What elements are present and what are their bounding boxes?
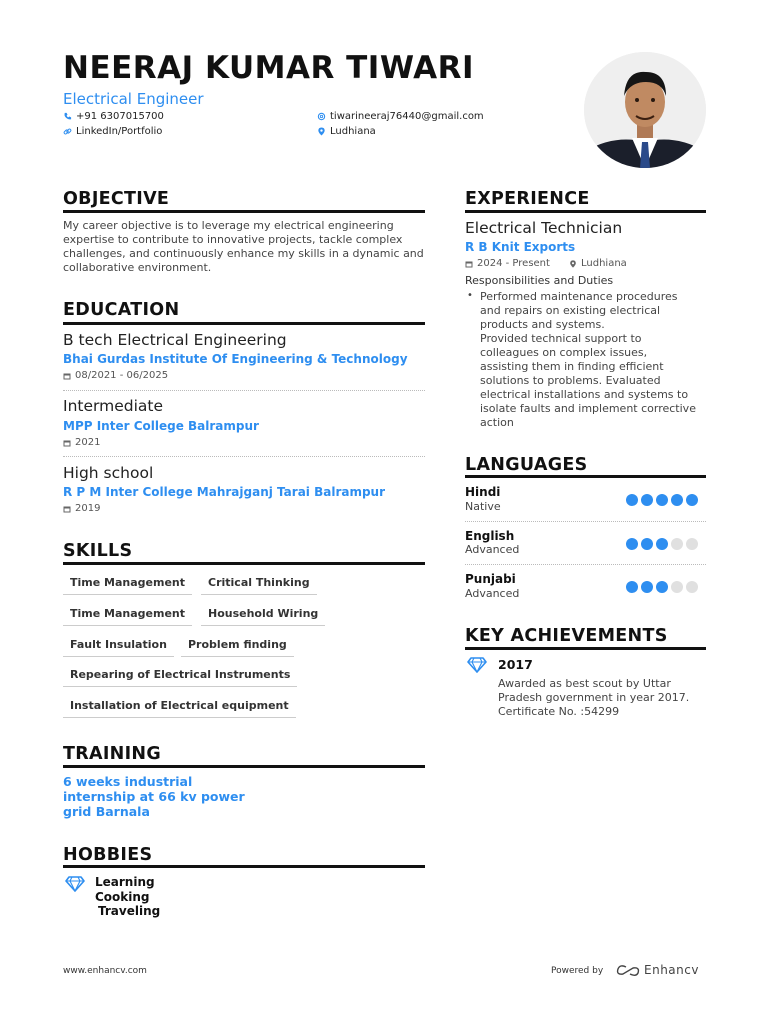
footer-site[interactable]: www.enhancv.com	[63, 966, 147, 976]
rating-dot	[641, 494, 653, 506]
language-rating	[626, 494, 698, 506]
experience-rule	[465, 210, 706, 213]
education-degree: High school	[63, 464, 154, 482]
experience-job-title: Electrical Technician	[465, 219, 623, 237]
diamond-icon	[65, 876, 85, 892]
calendar-icon	[63, 505, 71, 513]
calendar-icon	[63, 439, 71, 447]
education-dates: 2019	[63, 503, 100, 514]
email-text: tiwarineeraj76440@gmail.com	[330, 111, 484, 122]
rating-dot	[656, 581, 668, 593]
divider	[465, 521, 706, 522]
hobbies-list	[95, 875, 160, 919]
rating-dot	[626, 494, 638, 506]
experience-heading: EXPERIENCE	[465, 189, 590, 209]
experience-company: R B Knit Exports	[465, 240, 576, 254]
education-rule	[63, 322, 425, 325]
rating-dot	[641, 538, 653, 550]
divider	[63, 456, 425, 457]
divider	[465, 564, 706, 565]
location-icon	[569, 260, 577, 268]
experience-description: Performed maintenance procedures and repairs on existing electrical products and systems. Provided technical support to colleagues on complex issues, assisting them in finding efficient solutions to problems. Evaluated electrical installations and systems to isolate faults and implement corrective action	[480, 290, 696, 429]
rating-dot	[656, 494, 668, 506]
language-rating	[626, 581, 698, 593]
portfolio-link[interactable]	[63, 126, 162, 137]
rating-dot	[671, 581, 683, 593]
experience-dates: 2024 - Present	[465, 258, 550, 269]
email-contact[interactable]	[317, 111, 484, 122]
education-degree: Intermediate	[63, 397, 164, 415]
calendar-icon	[465, 260, 473, 268]
language-level: Native	[465, 500, 501, 513]
objective-heading: OBJECTIVE	[63, 189, 170, 209]
phone-icon	[63, 112, 72, 121]
skill-tag: Fault Insulation	[63, 638, 174, 657]
rating-dot	[656, 538, 668, 550]
rating-dot	[671, 538, 683, 550]
training-heading: TRAINING	[63, 744, 162, 764]
achievements-heading: KEY ACHIEVEMENTS	[465, 626, 668, 646]
skills-heading: SKILLS	[63, 541, 133, 561]
hobby-item: Traveling	[98, 904, 161, 918]
achievement-description: Awarded as best scout by Uttar Pradesh government in year 2017. Certificate No. :54299	[498, 677, 690, 718]
footer-powered-by: Powered by	[551, 966, 604, 976]
skill-tag: Problem finding	[181, 638, 294, 657]
experience-location: Ludhiana	[569, 258, 627, 269]
skill-tag: Installation of Electrical equipment	[63, 699, 296, 718]
language-name: Punjabi	[465, 572, 516, 586]
education-dates: 08/2021 - 06/2025	[63, 370, 168, 381]
enhancv-logo	[616, 964, 640, 978]
bullet-marker: •	[467, 290, 473, 301]
training-rule	[63, 765, 425, 768]
language-rating	[626, 538, 698, 550]
divider	[63, 390, 425, 391]
skill-tag: Critical Thinking	[201, 576, 317, 595]
rating-dot	[626, 581, 638, 593]
skill-tag: Household Wiring	[201, 607, 325, 626]
rating-dot	[686, 581, 698, 593]
calendar-icon	[63, 372, 71, 380]
achievement-year: 2017	[498, 657, 533, 672]
education-school: MPP Inter College Balrampur	[63, 419, 259, 433]
link-icon	[63, 127, 72, 136]
training-text: 6 weeks industrial internship at 66 kv power grid Barnala	[63, 774, 245, 819]
language-level: Advanced	[465, 587, 520, 600]
skills-rule	[63, 562, 425, 565]
languages-heading: LANGUAGES	[465, 455, 588, 475]
rating-dot	[686, 538, 698, 550]
skill-tag: Time Management	[63, 607, 192, 626]
objective-text: My career objective is to leverage my electrical engineering expertise to contribute to innovative projects, tackle complex challenges, and continuously enhance my skills in a dynamic and collaborative environment.	[63, 219, 424, 274]
link-text: LinkedIn/Portfolio	[76, 126, 163, 137]
email-icon	[317, 112, 326, 121]
language-name: Hindi	[465, 485, 501, 499]
education-school: Bhai Gurdas Institute Of Engineering & Technology	[63, 352, 408, 366]
experience-subheading: Responsibilities and Duties	[465, 274, 614, 287]
education-dates: 2021	[63, 437, 100, 448]
hobby-item: Learning	[95, 875, 155, 889]
location-contact	[317, 126, 376, 137]
footer-brand: Enhancv	[644, 963, 699, 977]
objective-rule	[63, 210, 425, 213]
education-school: R P M Inter College Mahrajganj Tarai Balrampur	[63, 485, 386, 499]
education-heading: EDUCATION	[63, 300, 180, 320]
hobbies-rule	[63, 865, 425, 868]
profile-photo	[584, 52, 706, 168]
location-icon	[317, 127, 326, 136]
education-degree: B tech Electrical Engineering	[63, 331, 287, 349]
skill-tag: Repearing of Electrical Instruments	[63, 668, 297, 687]
rating-dot	[626, 538, 638, 550]
rating-dot	[686, 494, 698, 506]
hobbies-heading: HOBBIES	[63, 845, 153, 865]
phone-contact	[63, 111, 164, 122]
candidate-name: NEERAJ KUMAR TIWARI	[63, 50, 475, 86]
location-text: Ludhiana	[330, 126, 376, 137]
hobby-item: Cooking	[95, 889, 150, 904]
diamond-icon	[467, 657, 487, 673]
languages-rule	[465, 475, 706, 478]
language-level: Advanced	[465, 543, 520, 556]
rating-dot	[671, 494, 683, 506]
phone-text: +91 6307015700	[76, 111, 164, 122]
skill-tag: Time Management	[63, 576, 192, 595]
job-role: Electrical Engineer	[63, 90, 204, 108]
language-name: English	[465, 529, 515, 543]
rating-dot	[641, 581, 653, 593]
achievements-rule	[465, 647, 706, 650]
